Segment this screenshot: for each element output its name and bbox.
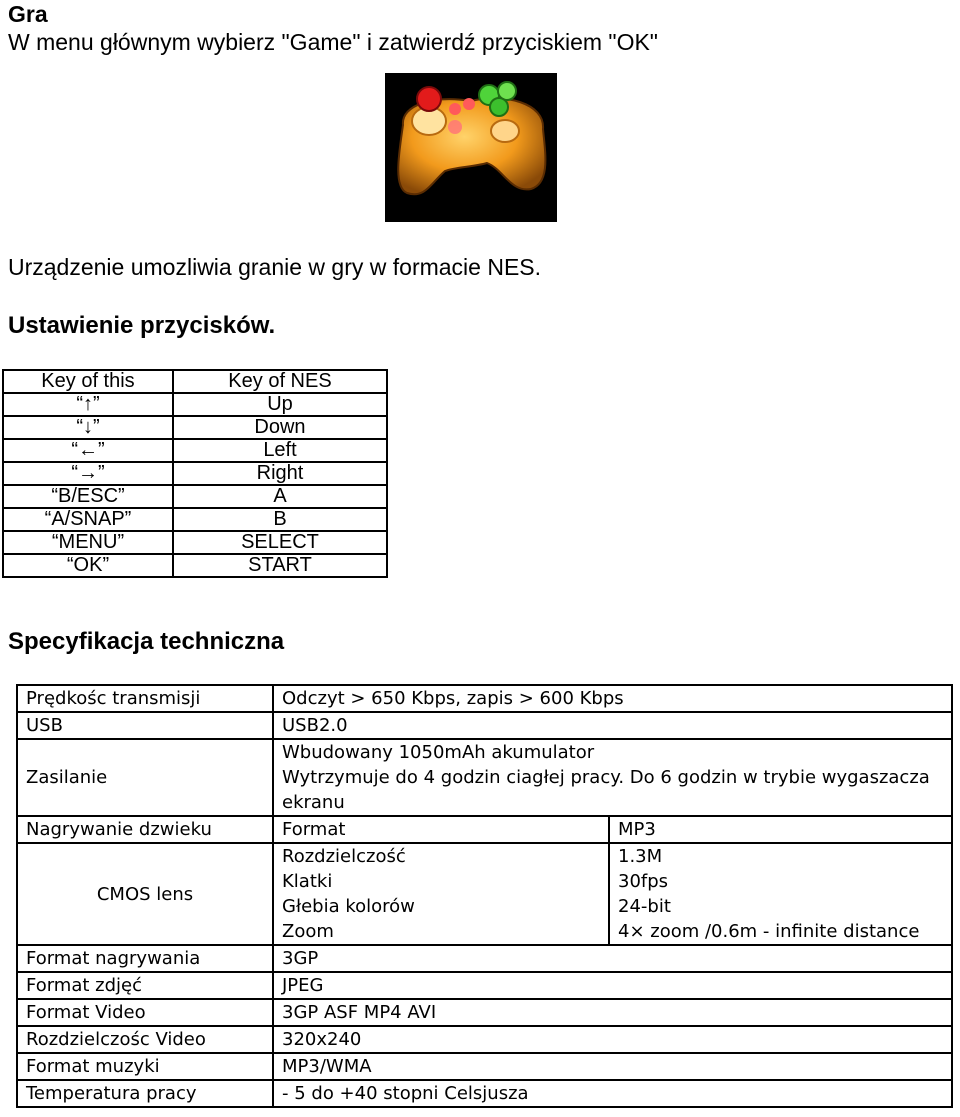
table-row [17,1053,952,1080]
spec-value: MP3 [609,816,952,843]
table-cell: START [173,554,387,577]
spec-key: Zoom [273,919,609,945]
spec-label: Format zdjęć [17,972,273,999]
spec-value: 3GP ASF MP4 AVI [273,999,952,1026]
table-cell: SELECT [173,531,387,554]
spec-label: CMOS lens [17,843,273,945]
table-row [3,439,387,462]
table-row [3,508,387,531]
table-row [3,370,387,393]
table-cell: Down [173,416,387,439]
table-row [17,972,952,999]
spec-key: Głebia kolorów [273,894,609,919]
table-row [17,843,952,869]
spec-table [16,684,953,1108]
table-row [17,712,952,739]
table-row [17,945,952,972]
table-row [17,1080,952,1107]
table-cell: “B/ESC” [3,485,173,508]
table-row [17,685,952,712]
spec-key: Format [273,816,609,843]
spec-label: Prędkośc transmisji [17,685,273,712]
table-row [3,554,387,577]
spec-value [273,739,952,816]
table-cell: “↓” [3,416,173,439]
spec-value: MP3/WMA [273,1053,952,1080]
spec-label: Zasilanie [17,739,273,816]
table-cell: Right [173,462,387,485]
spec-heading: Specyfikacja techniczna [8,628,285,655]
table-cell: Left [173,439,387,462]
spec-value: 4× zoom /0.6m - infinite distance [609,919,952,945]
table-row [17,999,952,1026]
spec-value: 320x240 [273,1026,952,1053]
table-row [17,739,952,816]
description-text: Urządzenie umozliwia granie w gry w formacie NES. [8,254,542,280]
table-cell: Up [173,393,387,416]
table-row [3,416,387,439]
table-row [3,393,387,416]
spec-value: JPEG [273,972,952,999]
spec-value-line: Wbudowany 1050mAh akumulator [282,742,595,763]
gamepad-icon [385,73,557,222]
table-header-cell: Key of this [3,370,173,393]
table-cell: “→” [3,462,173,485]
spec-value: - 5 do +40 stopni Celsjusza [273,1080,952,1107]
spec-label: Rozdzielczośc Video [17,1026,273,1053]
table-header-cell: Key of NES [173,370,387,393]
table-row [17,1026,952,1053]
spec-value: 3GP [273,945,952,972]
spec-value-line: Wytrzymuje do 4 godzin ciagłej pracy. Do 6 godzin w trybie wygaszacza ekranu [282,767,930,813]
table-cell: B [173,508,387,531]
spec-label: USB [17,712,273,739]
gamepad-image [385,73,557,222]
table-row [3,462,387,485]
table-cell: “A/SNAP” [3,508,173,531]
spec-label: Format Video [17,999,273,1026]
spec-value: Odczyt > 650 Kbps, zapis > 600 Kbps [273,685,952,712]
instruction-text: W menu głównym wybierz "Game" i zatwierdź przyciskiem "OK" [8,29,658,55]
table-cell: “↑” [3,393,173,416]
spec-label: Format muzyki [17,1053,273,1080]
spec-key: Klatki [273,869,609,894]
table-row [3,485,387,508]
table-cell: “OK” [3,554,173,577]
spec-value: 24-bit [609,894,952,919]
keys-table [2,369,388,578]
spec-label: Nagrywanie dzwieku [17,816,273,843]
buttons-heading: Ustawienie przycisków. [8,312,276,339]
table-cell: “←” [3,439,173,462]
table-row [3,531,387,554]
table-cell: A [173,485,387,508]
table-row [17,816,952,843]
page-title: Gra [8,1,48,27]
spec-label: Format nagrywania [17,945,273,972]
spec-label: Temperatura pracy [17,1080,273,1107]
spec-value: 30fps [609,869,952,894]
spec-value: 1.3M [609,843,952,869]
table-cell: “MENU” [3,531,173,554]
spec-key: Rozdzielczość [273,843,609,869]
spec-value: USB2.0 [273,712,952,739]
